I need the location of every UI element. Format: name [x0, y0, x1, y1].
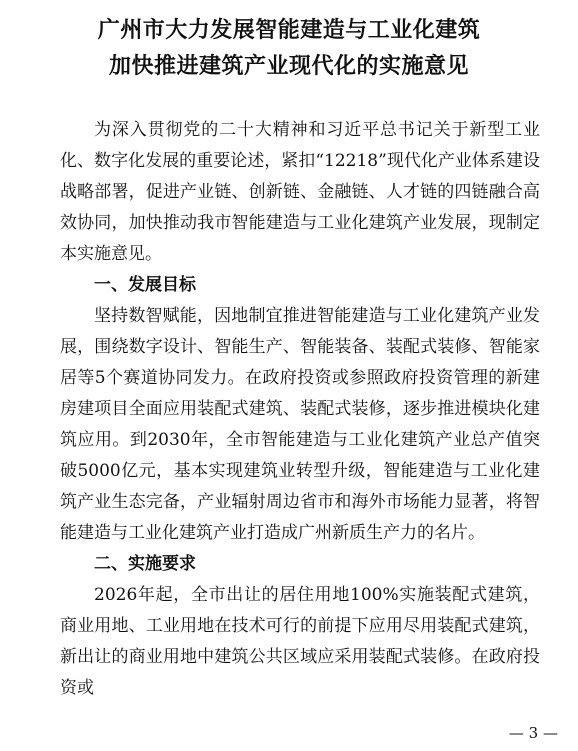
- document-body: [60, 115, 540, 704]
- section-heading-requirements: 二、实施要求: [94, 554, 196, 574]
- goals-paragraph: 坚持数智赋能，因地制宜推进智能建造与工业化建筑产业发展，围绕数字设计、智能生产、智能装备、装配式装修、智能家居等5个赛道协同发力。在政府投资或参照政府投资管理的新建房建项目全面应用装配式建筑、装配式装修，逐步推进模块化建筑应用。到2030年，全市智能建造与工业化建筑产业总产值突破5000亿元，基本实现建筑业转型升级，智能建造与工业化建筑产业生态完备，产业辐射周边省市和海外市场能力显著，将智能建造与工业化建筑产业打造成广州新质生产力的名片。: [60, 306, 540, 543]
- document-title-line-2: 加快推进建筑产业现代化的实施意见: [108, 54, 469, 79]
- intro-paragraph: 为深入贯彻党的二十大精神和习近平总书记关于新型工业化、数字化发展的重要论述，紧扣“12218”现代化产业体系建设战略部署，促进产业链、创新链、金融链、人才链的四链融合高效协同，加快推动我市智能建造与工业化建筑产业发展，现制定本实施意见。: [60, 120, 540, 264]
- section-heading-goals: 一、发展目标: [94, 275, 196, 295]
- page-number: — 3 —: [508, 724, 558, 742]
- document-title-line-1: 广州市大力发展智能建造与工业化建筑: [97, 18, 481, 43]
- requirements-paragraph: 2026年起，全市出让的居住用地100%实施装配式建筑，商业用地、工业用地在技术可行的前提下应用尽用装配式建筑，新出让的商业用地中建筑公共区域应采用装配式装修。在政府投资或: [60, 585, 540, 698]
